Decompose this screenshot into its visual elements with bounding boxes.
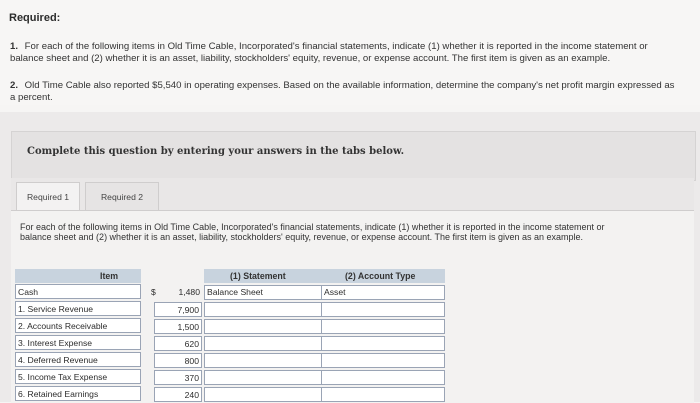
table-row xyxy=(15,318,445,335)
row-item: Cash xyxy=(15,284,141,299)
requirement-1 xyxy=(10,41,680,64)
account-type-input[interactable] xyxy=(321,353,445,368)
tab-bar xyxy=(11,178,694,210)
account-type-input[interactable] xyxy=(321,302,445,317)
statement-input[interactable]: Balance Sheet xyxy=(204,285,322,300)
row-amount: 800 xyxy=(154,353,202,368)
panel-instruction: For each of the following items in Old Time Cable, Incorporated's financial statements, indicate (1) whether it is reported in the income statement or balance sheet and (2) whether it is an asset, liability, stockholders' equity, revenue, or expense account. The first item is given as an example. xyxy=(20,222,605,243)
table-row xyxy=(15,352,445,369)
header-item-label: Item xyxy=(100,271,119,281)
row-item: 4. Deferred Revenue xyxy=(15,352,141,367)
requirement-2 xyxy=(10,80,680,103)
row-amount: 7,900 xyxy=(154,302,202,317)
row-item: 6. Retained Earnings xyxy=(15,386,141,401)
statement-input[interactable] xyxy=(204,387,322,402)
statement-input[interactable] xyxy=(204,302,322,317)
table-row xyxy=(15,335,445,352)
header-statement xyxy=(204,269,322,283)
account-type-input[interactable] xyxy=(321,370,445,385)
statement-input[interactable] xyxy=(204,353,322,368)
row-item: 5. Income Tax Expense xyxy=(15,369,141,384)
account-type-input[interactable] xyxy=(321,336,445,351)
statement-input[interactable] xyxy=(204,336,322,351)
currency-symbol: $ xyxy=(151,287,156,297)
row-item: 1. Service Revenue xyxy=(15,301,141,316)
table-row xyxy=(15,301,445,318)
tab-required-1[interactable]: Required 1 xyxy=(16,182,80,211)
account-type-input[interactable]: Asset xyxy=(321,285,445,300)
statement-input[interactable] xyxy=(204,319,322,334)
header-account-type xyxy=(321,269,445,283)
header-item xyxy=(15,269,141,283)
instruction-text: Complete this question by entering your answers in the tabs below. xyxy=(27,146,405,157)
row-amount: 620 xyxy=(154,336,202,351)
required-heading: Required: xyxy=(9,12,61,24)
requirement-number: 2. xyxy=(10,80,19,91)
requirement-number: 1. xyxy=(10,41,19,52)
statement-input[interactable] xyxy=(204,370,322,385)
row-amount: 1,500 xyxy=(154,319,202,334)
tab-required-2[interactable]: Required 2 xyxy=(85,182,159,211)
header-statement-label: (1) Statement xyxy=(230,271,286,281)
account-type-input[interactable] xyxy=(321,319,445,334)
table-row xyxy=(15,284,445,301)
requirement-text: Old Time Cable also reported $5,540 in operating expenses. Based on the available information, determine the company's net profit margin expressed as a percent. xyxy=(10,80,675,103)
row-amount: 370 xyxy=(154,370,202,385)
table-row xyxy=(15,386,445,403)
table-row xyxy=(15,369,445,386)
row-item: 2. Accounts Receivable xyxy=(15,318,141,333)
row-amount: 1,480 xyxy=(178,287,200,297)
instruction-banner xyxy=(11,131,696,181)
requirement-text: For each of the following items in Old Time Cable, Incorporated's financial statements, indicate (1) whether it is reported in the income statement or balance sheet and (2) whether it is an asset, liability, stockholders' equity, revenue, or expense account. The first item is given as an example. xyxy=(10,41,648,64)
row-amount: 240 xyxy=(154,387,202,402)
account-type-input[interactable] xyxy=(321,387,445,402)
row-item: 3. Interest Expense xyxy=(15,335,141,350)
header-type-label: (2) Account Type xyxy=(345,271,416,281)
